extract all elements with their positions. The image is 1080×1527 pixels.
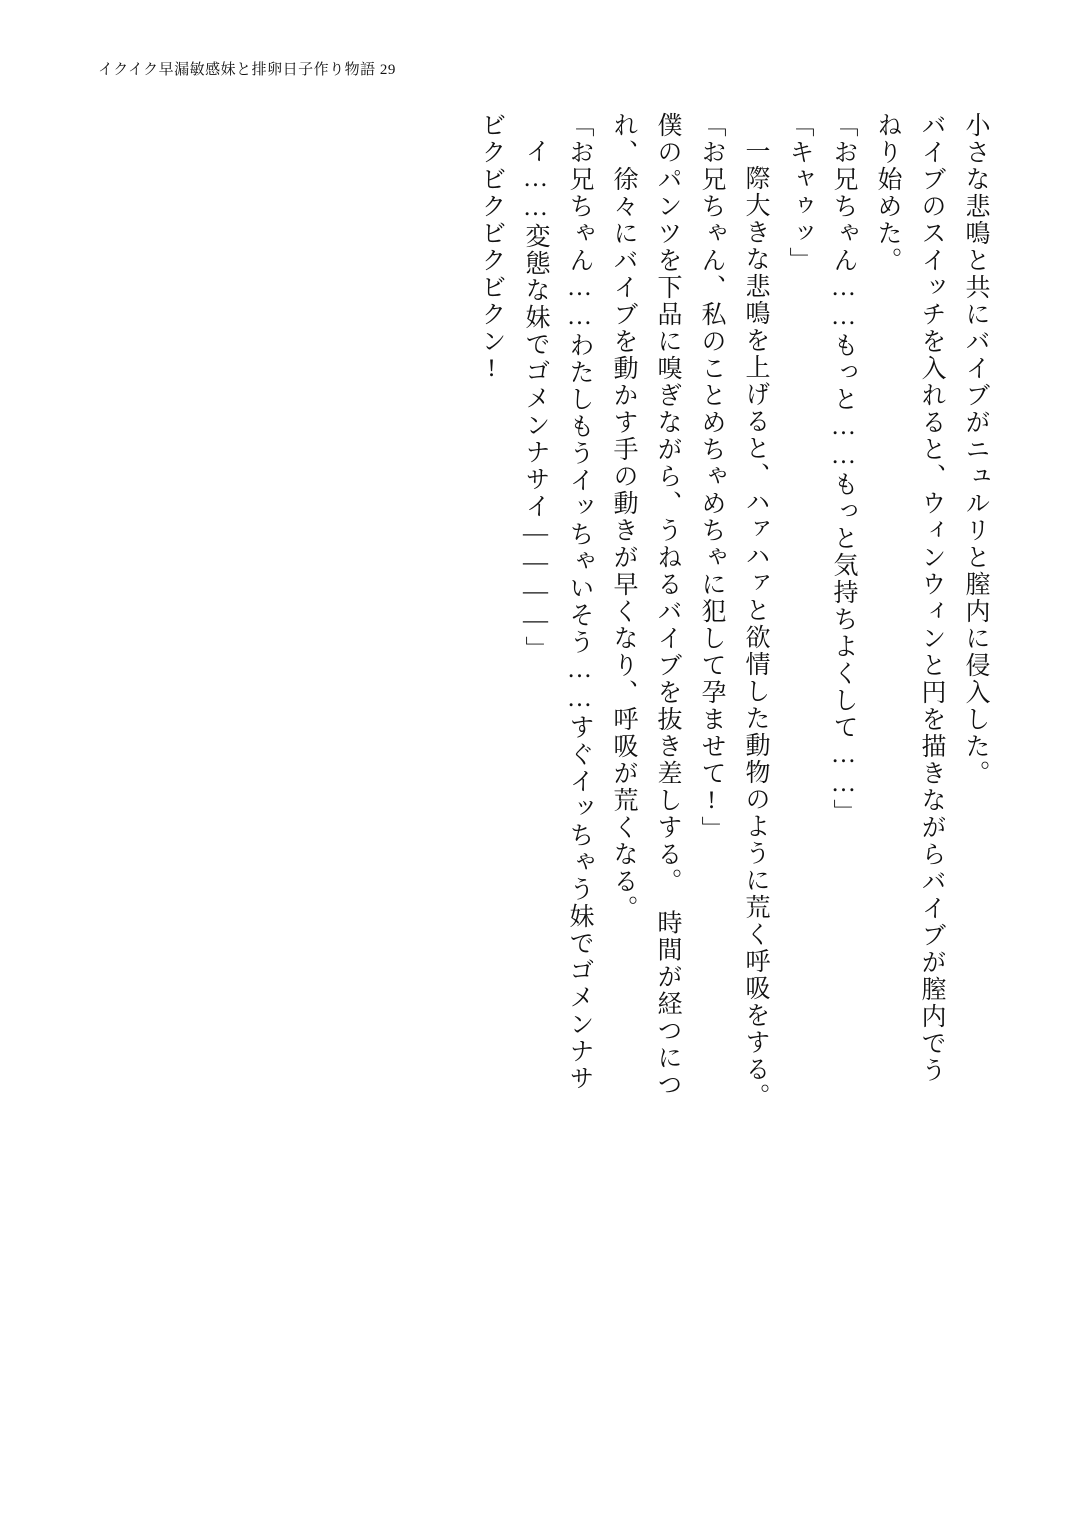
text-line: 一際大きな悲鳴を上げると、ハァハァと欲情した動物のように荒く呼吸をする。 [742,138,769,1110]
text-line: 「キャゥッ」 [786,112,813,274]
text-line: 「お兄ちゃん……わたしもうイッちゃいそう……すぐイッちゃう妹でゴメンナサ [566,112,593,1092]
text-line: バイブのスイッチを入れると、ウィンウィンと円を描きながらバイブが膣内でう [918,112,945,1084]
text-line: ビクビクビクビクン! [478,112,505,384]
text-line: 僕のパンツを下品に嗅ぎながら、うねるバイブを抜き差しする。 時間が経つにつ [654,112,681,1099]
text-line: 「お兄ちゃん……もっと……もっと気持ちよくして……」 [830,112,857,826]
page-header: イクイク早漏敏感妹と排卵日子作り物語 29 [98,62,396,78]
text-line: イ……変態な妹でゴメンナサイ————」 [522,138,549,663]
page-body [108,112,988,1362]
text-line: れ、徐々にバイブを動かす手の動きが早くなり、呼吸が荒くなる。 [610,112,637,922]
text-line: 小さな悲鳴と共にバイブがニュルリと膣内に侵入した。 [962,112,989,787]
text-line: ねり始めた。 [874,112,901,274]
text-line: 「お兄ちゃん、私のことめちゃめちゃに犯して孕ませて!」 [698,112,725,843]
